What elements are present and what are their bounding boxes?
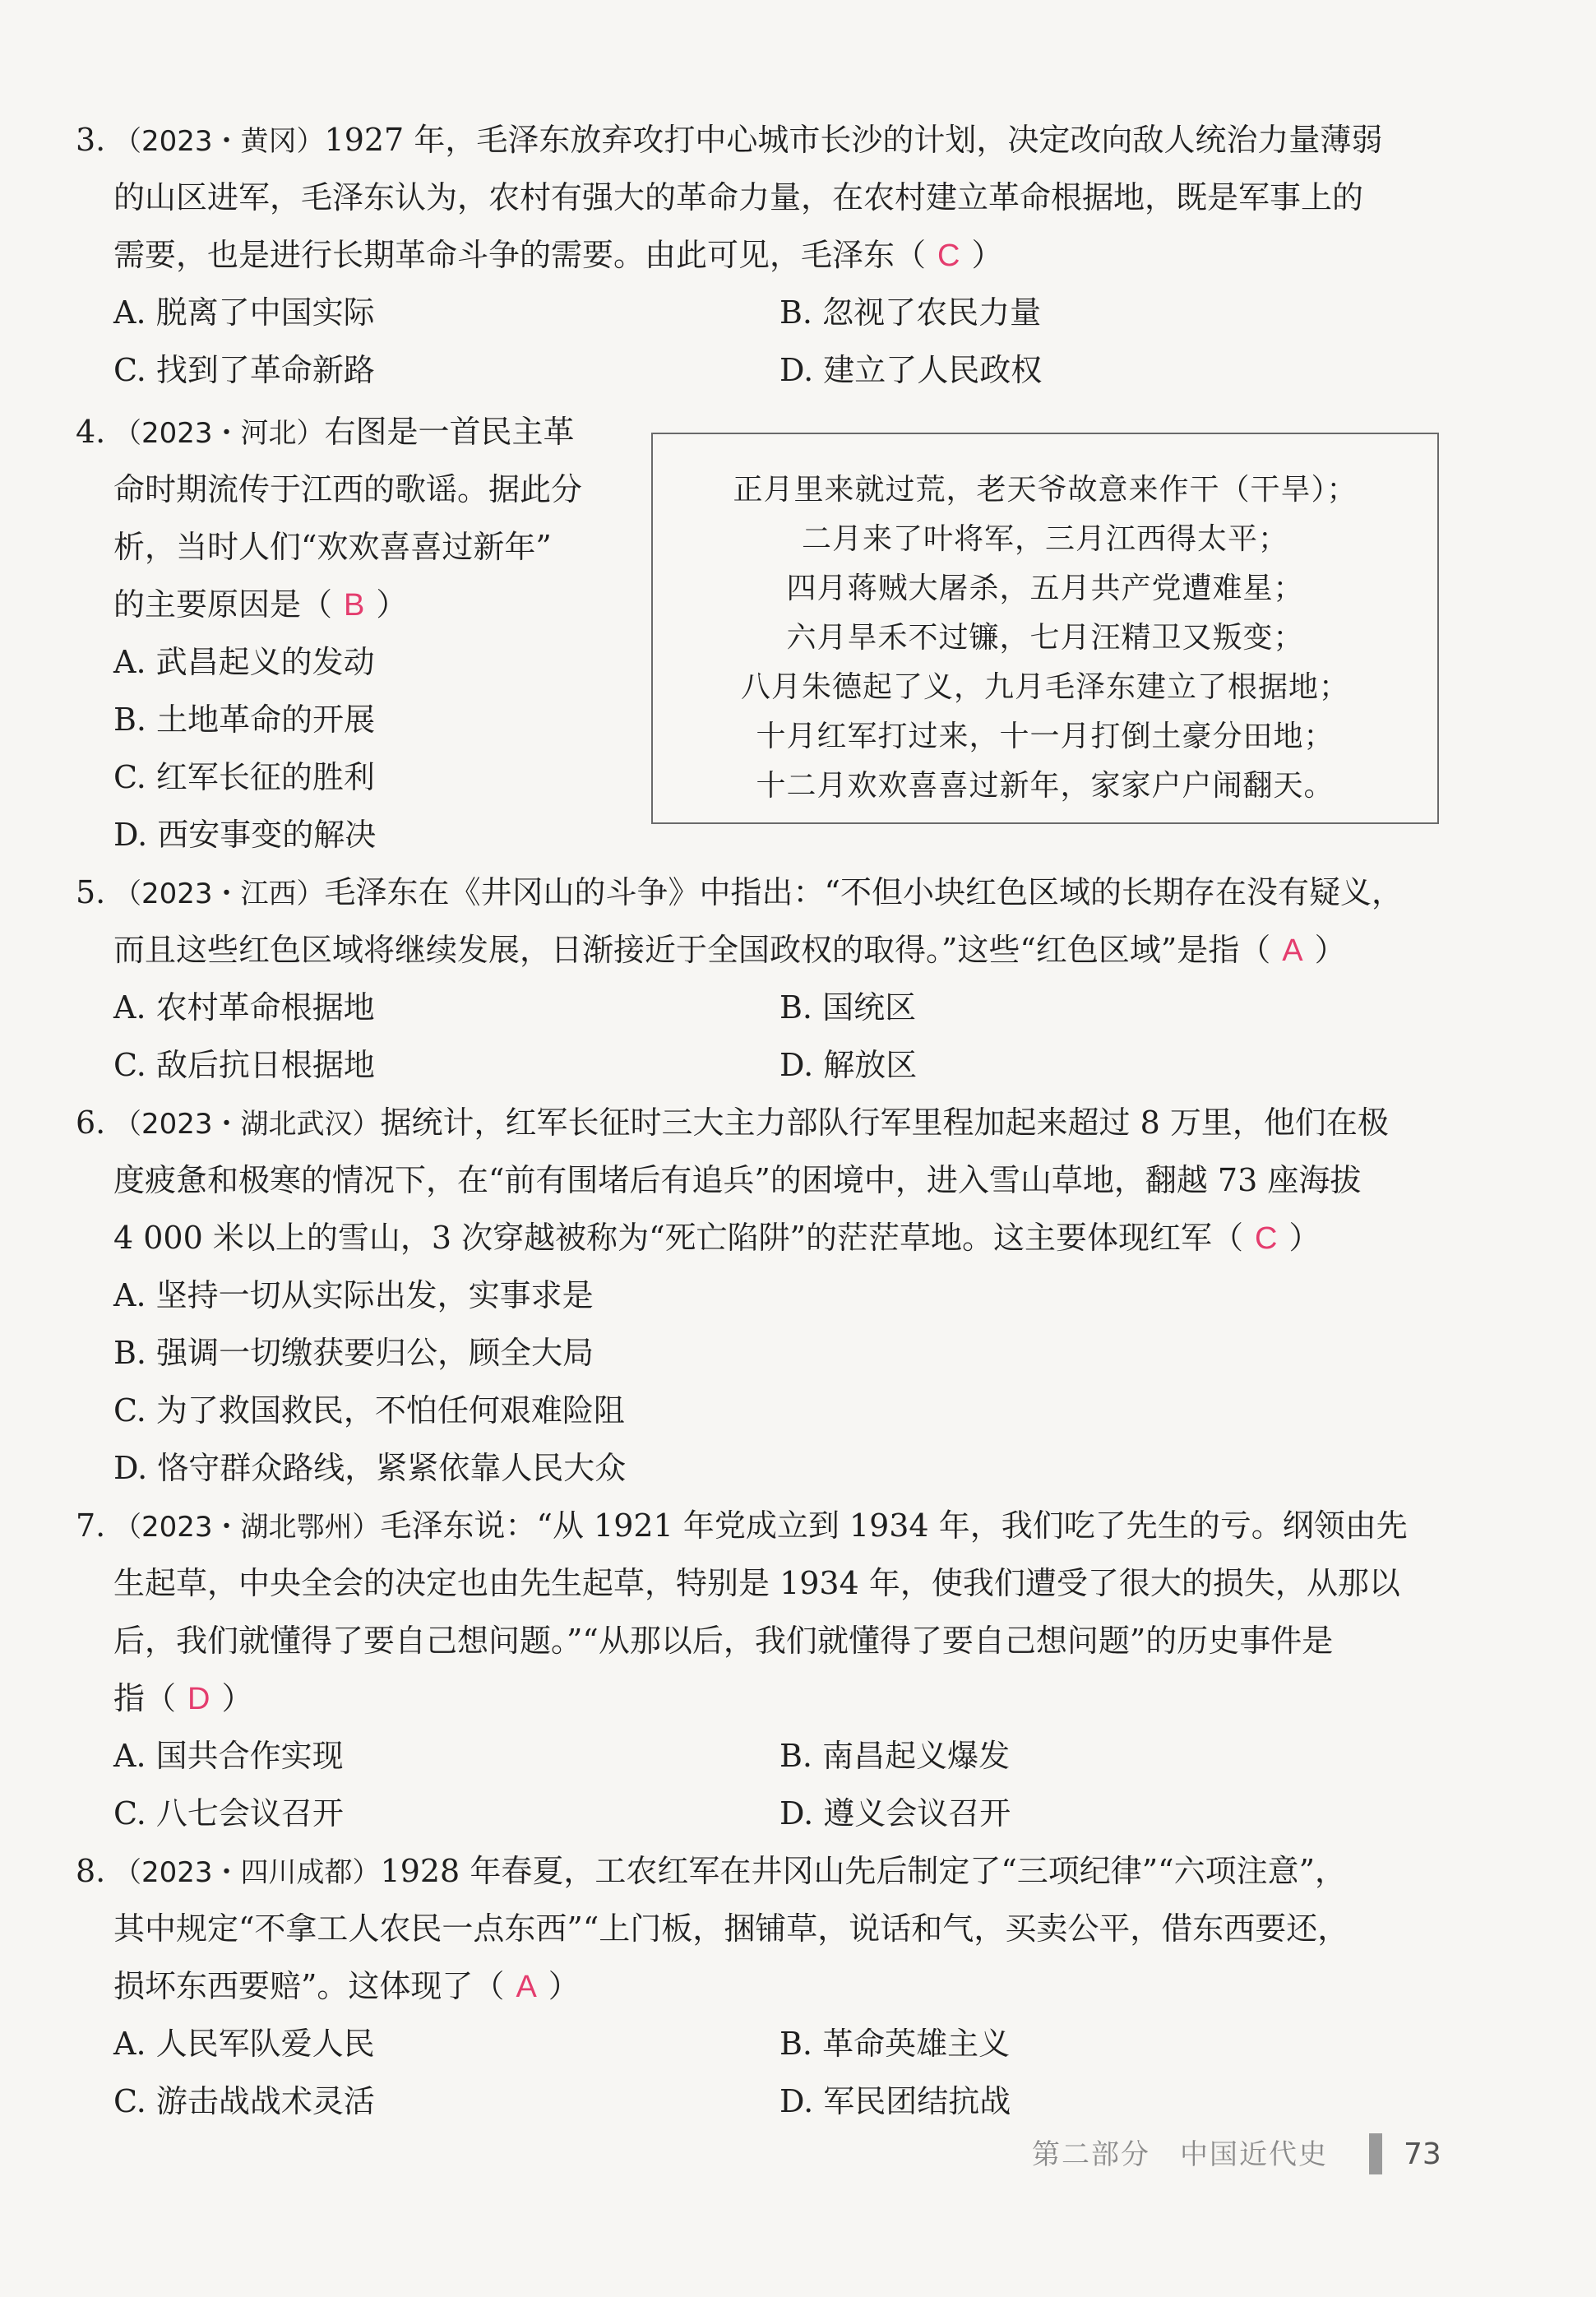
question-3-option-d: D. 建立了人民政权	[779, 352, 1043, 388]
question-6-option-b: B. 强调一切缴获要归公，顾全大局	[113, 1335, 594, 1371]
footer-section-title: 第二部分 中国近代史	[1032, 2138, 1328, 2171]
question-4-option-a: A. 武昌起义的发动	[113, 644, 375, 680]
question-6-option-a: A. 坚持一切从实际出发，实事求是	[113, 1277, 594, 1313]
question-5-line-2: 而且这些红色区域将继续发展，日渐接近于全国政权的取得。”这些“红色区域”是指（ A ）	[113, 932, 1346, 968]
question-5-source: （2023・江西）	[113, 878, 325, 910]
question-7-line-1: （2023・湖北鄂州）毛泽东说：“从 1921 年党成立到 1934 年，我们吃了先生的亏。纲领由先	[113, 1507, 1408, 1544]
question-7-option-b: B. 南昌起义爆发	[779, 1738, 1011, 1774]
question-4-line-3: 析，当时人们“欢欢喜喜过新年”	[113, 529, 552, 565]
question-7-number: 7.	[76, 1507, 106, 1544]
question-7-option-a: A. 国共合作实现	[113, 1738, 344, 1774]
question-5-option-a: A. 农村革命根据地	[113, 989, 375, 1026]
question-3-line-2: 的山区进军，毛泽东认为，农村有强大的革命力量，在农村建立革命根据地，既是军事上的	[113, 179, 1364, 215]
question-6-source: （2023・湖北武汉）	[113, 1108, 381, 1141]
question-3-line-3: 需要，也是进行长期革命斗争的需要。由此可见，毛泽东（ C ）	[113, 237, 1003, 273]
question-6-answer: C	[1254, 1221, 1278, 1256]
question-6-option-d: D. 恪守群众路线，紧紧依靠人民大众	[113, 1450, 627, 1486]
question-7-line-4: 指（ D ）	[113, 1680, 253, 1716]
folk-song-line: 十月红军打过来，十一月打倒土豪分田地；	[756, 720, 1335, 753]
question-3-answer: C	[937, 238, 960, 273]
question-7-line-2: 生起草，中央全会的决定也由先生起草，特别是 1934 年，使我们遭受了很大的损失，从那以	[113, 1565, 1400, 1601]
question-3-line-1: （2023・黄冈）1927 年，毛泽东放弃攻打中心城市长沙的计划，决定改向敌人统治力量薄弱	[113, 122, 1383, 158]
question-4-answer: B	[344, 588, 365, 623]
question-8-option-b: B. 革命英雄主义	[779, 2026, 1011, 2062]
question-5-option-b: B. 国统区	[779, 989, 917, 1026]
question-4-option-b: B. 土地革命的开展	[113, 702, 376, 738]
folk-song-line: 十二月欢欢喜喜过新年，家家户户闹翻天。	[756, 769, 1335, 803]
question-6-number: 6.	[76, 1105, 106, 1141]
question-5-number: 5.	[76, 874, 106, 910]
question-4-option-c: C. 红军长征的胜利	[113, 759, 375, 795]
question-6-line-1: （2023・湖北武汉）据统计，红军长征时三大主力部队行军里程加起来超过 8 万里，他们在极	[113, 1105, 1389, 1141]
question-5-answer: A	[1282, 933, 1303, 968]
question-7-option-d: D. 遵义会议召开	[779, 1795, 1011, 1832]
question-4-number: 4.	[76, 414, 106, 450]
folk-song-box	[651, 433, 1439, 824]
folk-song-line: 二月来了叶将军，三月江西得太平；	[801, 522, 1288, 556]
question-4-line-2: 命时期流传于江西的歌谣。据此分	[113, 471, 583, 507]
question-7-source: （2023・湖北鄂州）	[113, 1511, 381, 1544]
question-3-source: （2023・黄冈）	[113, 125, 325, 158]
question-3-option-c: C. 找到了革命新路	[113, 352, 375, 388]
question-3-option-b: B. 忽视了农民力量	[779, 294, 1042, 331]
question-3-number: 3.	[76, 122, 106, 158]
question-8-source: （2023・四川成都）	[113, 1856, 381, 1889]
question-8-line-2: 其中规定“不拿工人农民一点东西”“上门板，捆铺草，说话和气，买卖公平，借东西要还，	[113, 1910, 1349, 1947]
question-6-line-3: 4 000 米以上的雪山，3 次穿越被称为“死亡陷阱”的茫茫草地。这主要体现红军（ C ）	[113, 1220, 1321, 1256]
question-8-number: 8.	[76, 1853, 106, 1889]
folk-song-line: 正月里来就过荒，老天爷故意来作干（干旱）；	[733, 473, 1358, 507]
question-8-option-a: A. 人民军队爱人民	[113, 2026, 375, 2062]
question-3-option-a: A. 脱离了中国实际	[113, 294, 375, 331]
question-6-option-c: C. 为了救国救民，不怕任何艰难险阻	[113, 1392, 625, 1429]
question-4-line-4: 的主要原因是（ B ）	[113, 586, 408, 623]
question-8-line-3: 损坏东西要赔”。这体现了（ A ）	[113, 1968, 580, 2004]
question-8-answer: A	[516, 1970, 537, 2004]
question-8-option-d: D. 军民团结抗战	[779, 2083, 1011, 2119]
folk-song-line: 八月朱德起了义，九月毛泽东建立了根据地；	[740, 670, 1349, 704]
question-8-option-c: C. 游击战战术灵活	[113, 2083, 375, 2119]
question-7-line-3: 后，我们就懂得了要自己想问题。”“从那以后，我们就懂得了要自己想问题”的历史事件是	[113, 1623, 1334, 1659]
question-7-answer: D	[187, 1682, 210, 1716]
question-8-line-1: （2023・四川成都）1928 年春夏，工农红军在井冈山先后制定了“三项纪律”“六项注意”，	[113, 1853, 1347, 1889]
question-5-line-1: （2023・江西）毛泽东在《井冈山的斗争》中指出：“不但小块红色区域的长期存在没有疑义，	[113, 874, 1403, 910]
footer-divider-bar	[1369, 2133, 1382, 2174]
question-4-line-1: （2023・河北）右图是一首民主革	[113, 414, 575, 450]
question-7-option-c: C. 八七会议召开	[113, 1795, 344, 1832]
question-6-line-2: 度疲惫和极寒的情况下，在“前有围堵后有追兵”的困境中，进入雪山草地，翻越 73 座海拔	[113, 1162, 1362, 1198]
question-4-option-d: D. 西安事变的解决	[113, 817, 377, 853]
folk-song-line: 四月蒋贼大屠杀，五月共产党遭难星；	[786, 572, 1304, 605]
question-5-option-d: D. 解放区	[779, 1047, 918, 1083]
page-number: 73	[1404, 2137, 1441, 2171]
question-4-source: （2023・河北）	[113, 417, 325, 450]
question-5-option-c: C. 敌后抗日根据地	[113, 1047, 375, 1083]
folk-song-line: 六月旱禾不过镰，七月汪精卫又叛变；	[786, 621, 1304, 655]
